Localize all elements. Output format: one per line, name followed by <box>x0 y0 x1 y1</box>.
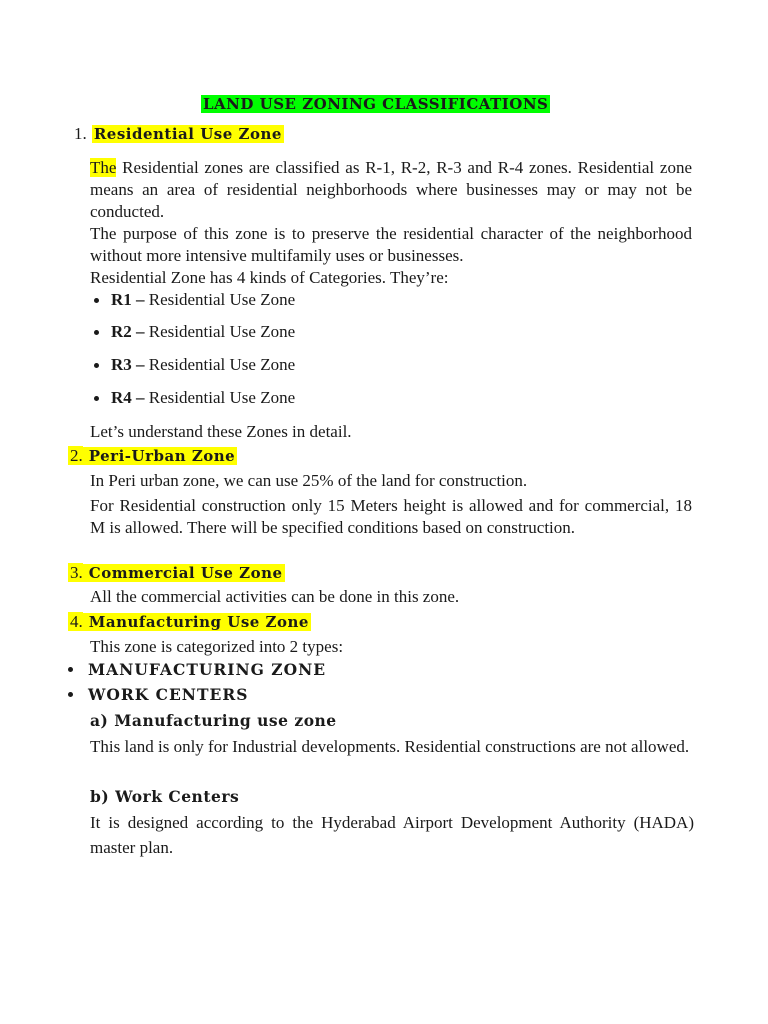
section-1-title: Residential Use Zone <box>93 125 282 143</box>
zone-label: Residential Use Zone <box>144 388 296 407</box>
document-title-text: LAND USE ZONING CLASSIFICATIONS <box>203 95 549 113</box>
bullet-icon <box>94 363 99 368</box>
list-item <box>94 354 295 376</box>
section-2-paragraph-2: For Residential construction only 15 Meters height is allowed and for commercial, 18 M is allowed. There will be specified conditions based on construction. <box>90 496 692 537</box>
section-1-paragraph-1 <box>90 157 692 223</box>
subsection-b-heading: b) Work Centers <box>90 787 240 806</box>
section-1-paragraph-3: Residential Zone has 4 kinds of Categories. They’re: <box>90 268 449 287</box>
zone-label: Residential Use Zone <box>144 322 296 341</box>
zone-code: R1 – <box>111 290 145 309</box>
section-1-number: 1. <box>74 124 87 143</box>
section-2-heading <box>68 445 237 467</box>
zone-type-item <box>68 660 326 679</box>
bullet-icon <box>94 298 99 303</box>
section-4-paragraph-1: This zone is categorized into 2 types: <box>90 637 344 656</box>
zone-type-label: WORK CENTERS <box>88 685 249 704</box>
section-2-number: 2. <box>70 446 83 465</box>
section-2-title: Peri-Urban Zone <box>83 447 237 465</box>
section-2-paragraph-1: In Peri urban zone, we can use 25% of the land for construction. <box>90 471 528 490</box>
bullet-icon <box>68 692 73 697</box>
zone-type-item <box>68 685 248 704</box>
document-title <box>201 93 550 115</box>
zone-code: R2 – <box>111 322 145 341</box>
section-4-number: 4. <box>70 612 83 631</box>
section-1-outro: Let’s understand these Zones in detail. <box>90 422 352 441</box>
list-item <box>94 387 295 409</box>
section-4-heading <box>68 611 311 633</box>
bullet-icon <box>94 396 99 401</box>
subsection-a-heading: a) Manufacturing use zone <box>90 711 337 730</box>
list-item <box>94 289 295 311</box>
section-3-heading <box>68 562 285 584</box>
section-3-title: Commercial Use Zone <box>83 564 285 582</box>
section-4-title: Manufacturing Use Zone <box>83 613 311 631</box>
list-item <box>94 321 295 343</box>
highlighted-word: The <box>90 158 117 177</box>
section-1-paragraph-2: The purpose of this zone is to preserve the residential character of the neighborhood without more intensive multifamily uses or businesses. <box>90 224 692 265</box>
zone-label: Residential Use Zone <box>144 355 296 374</box>
section-1-heading <box>74 123 284 145</box>
bullet-icon <box>68 667 73 672</box>
zone-label: Residential Use Zone <box>144 290 296 309</box>
zone-code: R3 – <box>111 355 145 374</box>
section-3-number: 3. <box>70 563 83 582</box>
section-1-paragraph-1-text: Residential zones are classified as R-1, R-2, R-3 and R-4 zones. Residential zone means an area of residential neighborhoods where businesses may or may not be conducted. <box>90 158 692 221</box>
subsection-b-text: It is designed according to the Hyderabad Airport Development Authority (HADA) master plan. <box>90 813 694 857</box>
zone-code: R4 – <box>111 388 145 407</box>
zone-type-label: MANUFACTURING ZONE <box>88 660 327 679</box>
bullet-icon <box>94 330 99 335</box>
subsection-a-text: This land is only for Industrial developments. Residential constructions are not allowed. <box>90 737 690 756</box>
section-3-paragraph-1: All the commercial activities can be done in this zone. <box>90 587 460 606</box>
